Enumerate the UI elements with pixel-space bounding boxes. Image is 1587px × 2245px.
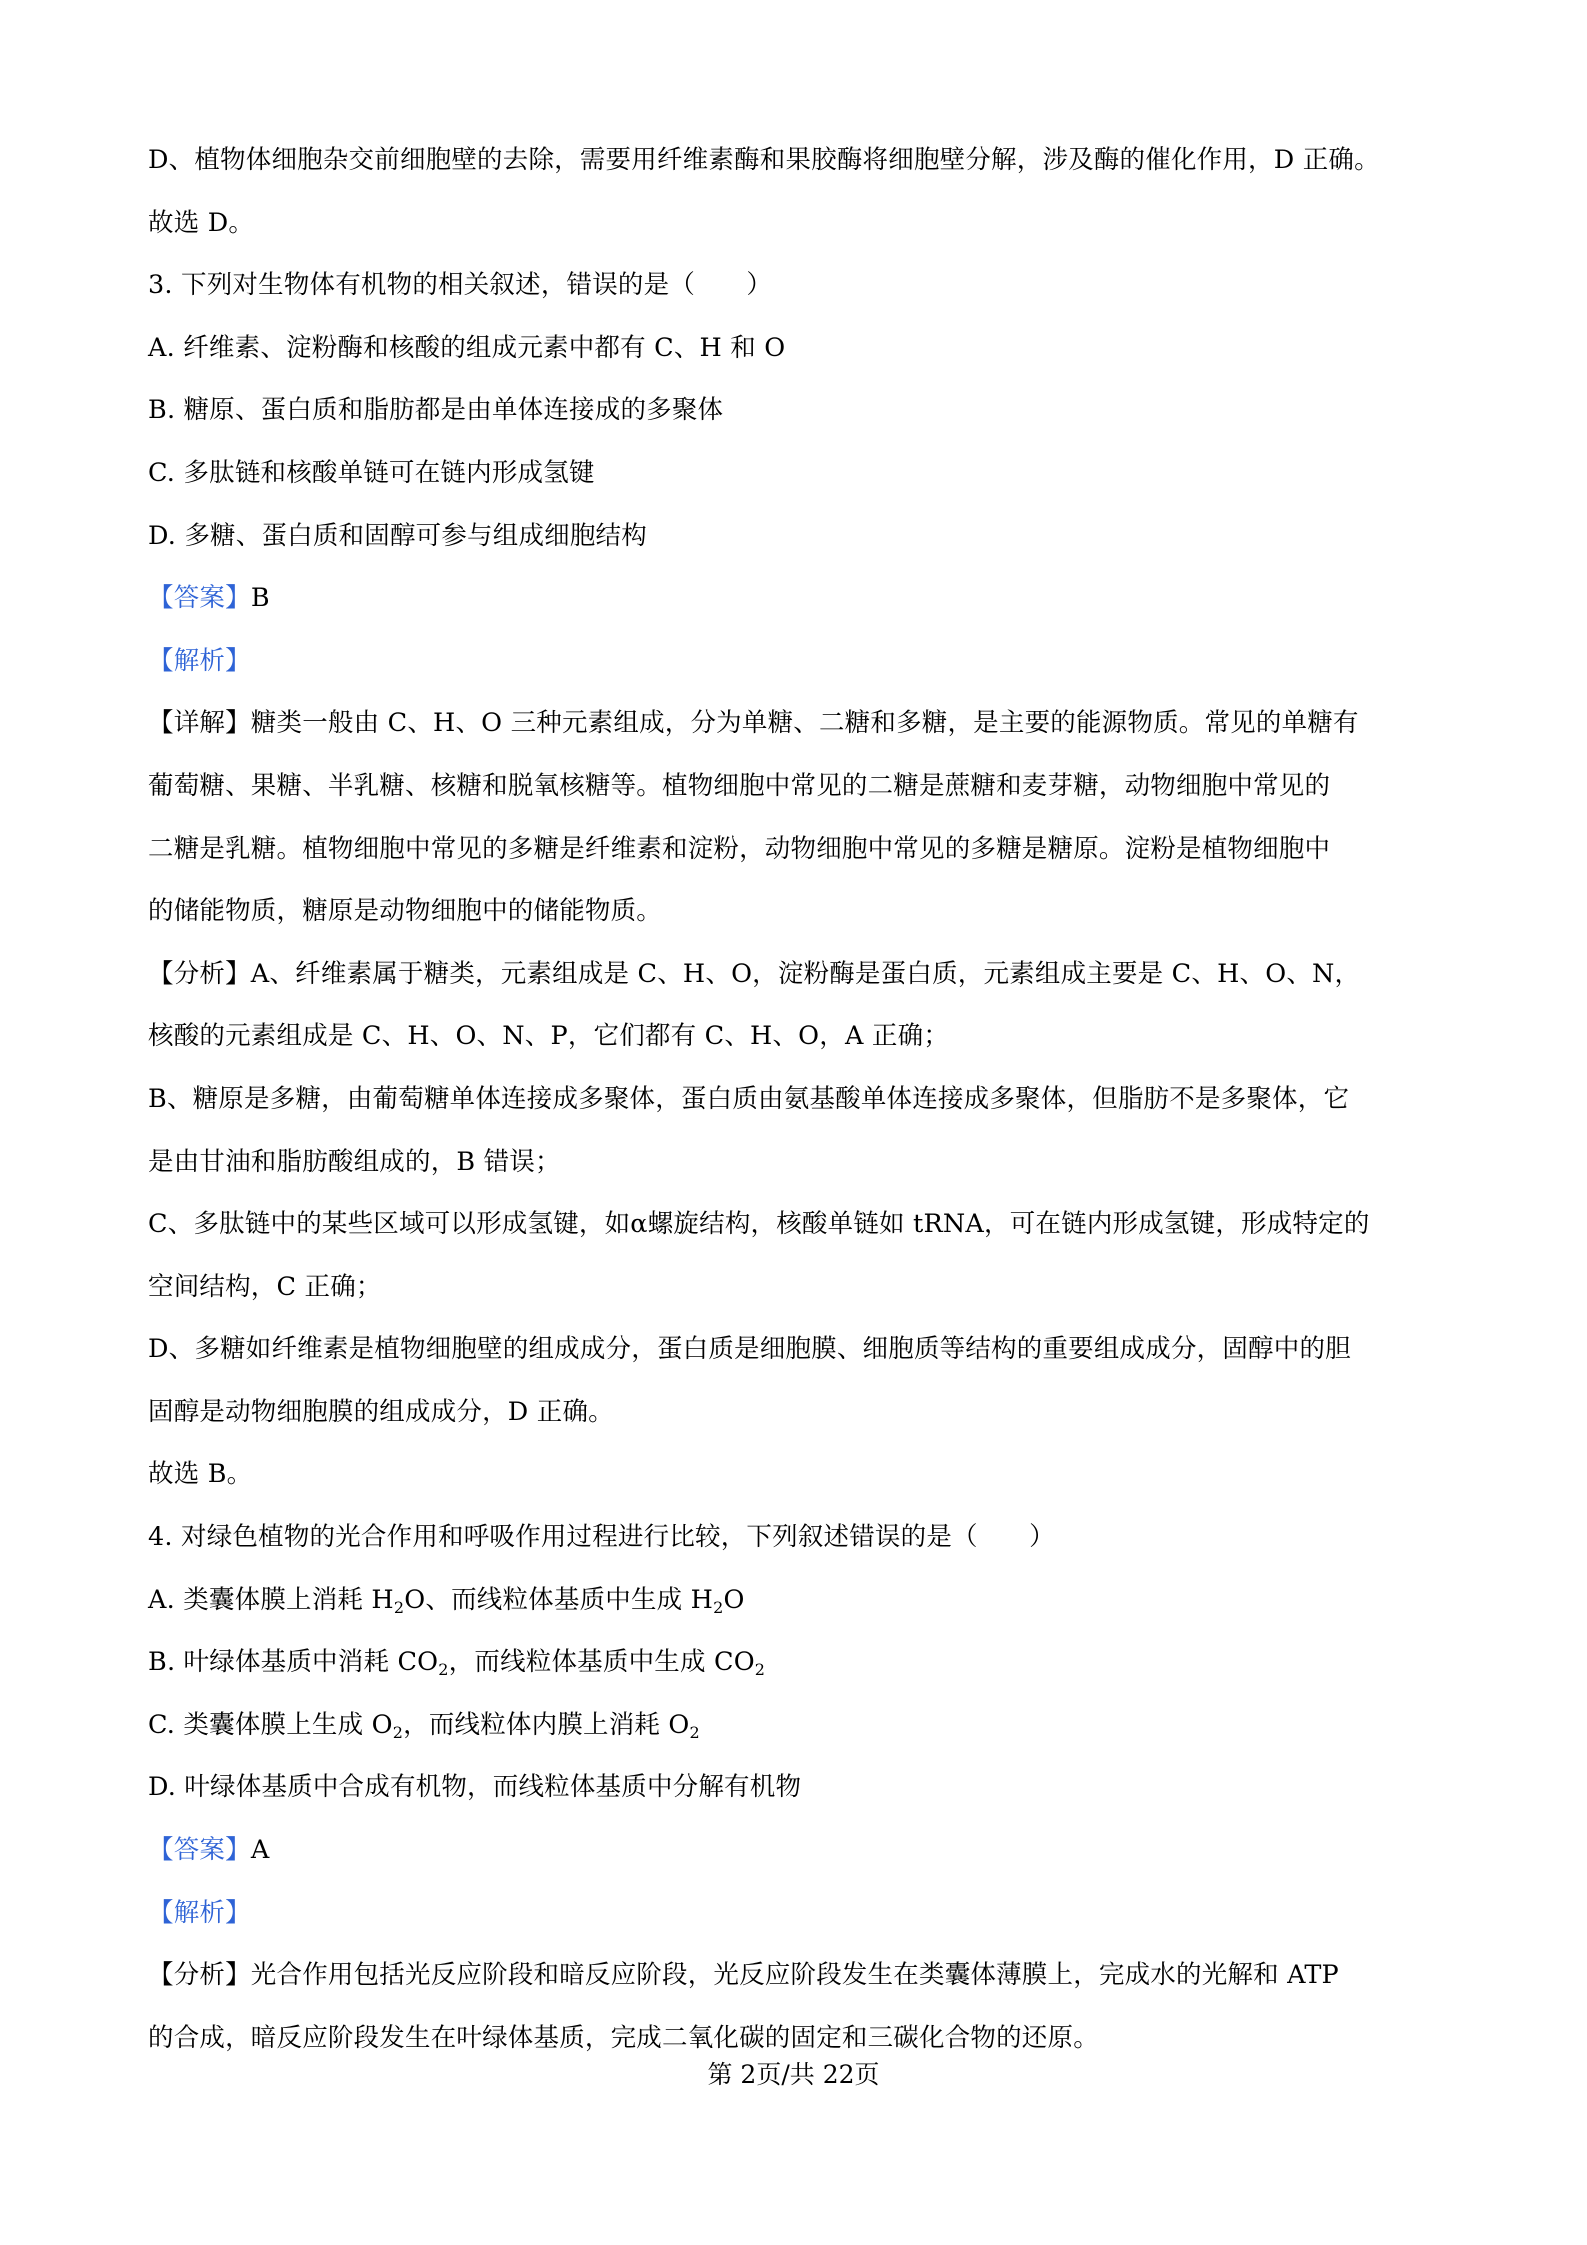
- text-line: [148, 630, 1458, 693]
- text-line: [148, 1005, 1458, 1068]
- text-line: [148, 1756, 1458, 1819]
- text-line: [148, 692, 1458, 755]
- text-segment: O: [723, 1584, 745, 1615]
- text-segment: 是由甘油和脂肪酸组成的，B 错误；: [148, 1146, 561, 1177]
- text-segment: ，而线粒体内膜上消耗 O: [403, 1709, 690, 1740]
- page-footer: 第 2页/共 22页: [707, 2060, 880, 2089]
- text-segment: 【详解】糖类一般由 C、H、O 三种元素组成，分为单糖、二糖和多糖，是主要的能源物质。常见的单糖有: [148, 708, 1359, 739]
- text-line: [148, 567, 1458, 630]
- text-segment: D. 多糖、蛋白质和固醇可参与组成细胞结构: [148, 520, 647, 551]
- text-segment: O、而线粒体基质中生成 H: [404, 1584, 714, 1615]
- text-line: [148, 1318, 1458, 1381]
- text-segment: 的合成，暗反应阶段发生在叶绿体基质，完成二氧化碳的固定和三碳化合物的还原。: [148, 2022, 1099, 2053]
- text-segment: 二糖是乳糖。植物细胞中常见的多糖是纤维素和淀粉，动物细胞中常见的多糖是糖原。淀粉是植物细胞中: [148, 833, 1331, 864]
- subscript: 2: [689, 1722, 700, 1742]
- text-segment: B: [250, 583, 270, 614]
- text-line: [148, 1569, 1458, 1632]
- text-line: [148, 1882, 1458, 1945]
- subscript: 2: [754, 1660, 766, 1680]
- text-segment: B. 叶绿体基质中消耗 CO: [148, 1647, 439, 1678]
- subscript: 2: [392, 1722, 404, 1742]
- text-segment: D、多糖如纤维素是植物细胞壁的组成成分，蛋白质是细胞膜、细胞质等结构的重要组成成分，固醇中的胆: [148, 1334, 1351, 1365]
- text-line: [148, 1944, 1458, 2007]
- text-segment: A: [250, 1835, 270, 1866]
- text-segment: 【分析】光合作用包括光反应阶段和暗反应阶段，光反应阶段发生在类囊体薄膜上，完成水的光解和 ATP: [148, 1960, 1339, 1991]
- text-segment: 空间结构，C 正确；: [148, 1271, 382, 1302]
- text-line: [148, 192, 1458, 255]
- document-body: [148, 129, 1458, 2069]
- text-segment: 固醇是动物细胞膜的组成成分，D 正确。: [148, 1396, 614, 1427]
- section-tag: 【答案】: [148, 583, 251, 614]
- text-line: [148, 1131, 1458, 1194]
- text-line: [148, 505, 1458, 568]
- text-line: [148, 818, 1458, 881]
- text-segment: 的储能物质，糖原是动物细胞中的储能物质。: [148, 896, 663, 927]
- text-segment: C、多肽链中的某些区域可以形成氢键，如α螺旋结构，核酸单链如 tRNA，可在链内形成氢键，形成特定的: [148, 1209, 1370, 1240]
- text-line: [148, 317, 1458, 380]
- text-line: [148, 1694, 1458, 1757]
- text-segment: 核酸的元素组成是 C、H、O、N、P，它们都有 C、H、O，A 正确；: [148, 1021, 950, 1052]
- text-segment: C. 类囊体膜上生成 O: [148, 1709, 393, 1740]
- text-line: [148, 1443, 1458, 1506]
- section-tag: 【解析】: [148, 645, 251, 676]
- text-segment: 3. 下列对生物体有机物的相关叙述，错误的是（ ）: [148, 270, 773, 301]
- subscript: 2: [393, 1597, 405, 1617]
- text-segment: ，而线粒体基质中生成 CO: [448, 1647, 755, 1678]
- text-segment: D. 叶绿体基质中合成有机物，而线粒体基质中分解有机物: [148, 1772, 802, 1803]
- text-segment: 4. 对绿色植物的光合作用和呼吸作用过程进行比较，下列叙述错误的是（ ）: [148, 1522, 1055, 1553]
- text-line: [148, 880, 1458, 943]
- text-segment: 故选 D。: [148, 207, 255, 238]
- text-line: [148, 1381, 1458, 1444]
- text-line: [148, 379, 1458, 442]
- subscript: 2: [438, 1660, 449, 1680]
- text-segment: D、植物体细胞杂交前细胞壁的去除，需要用纤维素酶和果胶酶将细胞壁分解，涉及酶的催化作用，D 正确。: [148, 145, 1380, 175]
- text-line: [148, 1819, 1458, 1882]
- text-segment: A. 类囊体膜上消耗 H: [148, 1584, 394, 1615]
- text-line: [148, 755, 1458, 818]
- text-segment: 【分析】A、纤维素属于糖类，元素组成是 C、H、O，淀粉酶是蛋白质，元素组成主要是 C、H、O、N，: [148, 958, 1361, 989]
- section-tag: 【答案】: [148, 1835, 251, 1866]
- text-line: [148, 1256, 1458, 1319]
- text-segment: C. 多肽链和核酸单链可在链内形成氢键: [148, 457, 595, 488]
- text-line: [148, 129, 1458, 192]
- text-line: [148, 1068, 1458, 1131]
- text-segment: 故选 B。: [148, 1459, 253, 1490]
- text-line: [148, 442, 1458, 505]
- text-line: [148, 1631, 1458, 1694]
- subscript: 2: [713, 1597, 724, 1617]
- text-segment: 葡萄糖、果糖、半乳糖、核糖和脱氧核糖等。植物细胞中常见的二糖是蔗糖和麦芽糖，动物细胞中常见的: [148, 770, 1331, 801]
- text-segment: B. 糖原、蛋白质和脂肪都是由单体连接成的多聚体: [148, 395, 724, 426]
- section-tag: 【解析】: [148, 1897, 251, 1928]
- text-segment: B、糖原是多糖，由葡萄糖单体连接成多聚体，蛋白质由氨基酸单体连接成多聚体，但脂肪不是多聚体，它: [148, 1083, 1350, 1114]
- text-segment: A. 纤维素、淀粉酶和核酸的组成元素中都有 C、H 和 O: [148, 332, 786, 363]
- text-line: [148, 1193, 1458, 1256]
- text-line: [148, 1506, 1458, 1569]
- text-line: [148, 254, 1458, 317]
- text-line: [148, 943, 1458, 1006]
